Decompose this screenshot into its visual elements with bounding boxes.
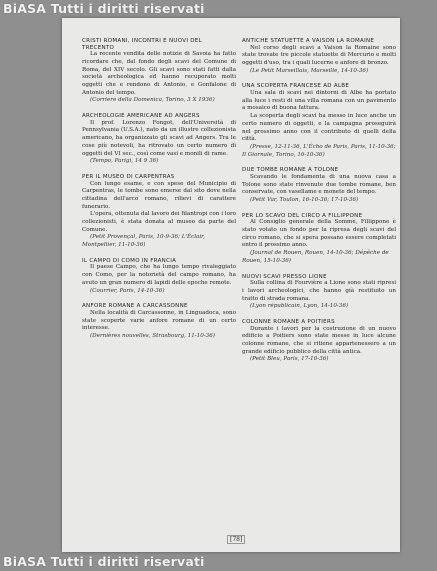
article [82,258,236,295]
article-body: Sulla collina di Fourvière a Lione sono stati ripresi i lavori archeologici, che hanno già restituito un tratto di strada romana. [242,280,396,302]
left-column [82,38,236,349]
article [82,174,236,250]
article-body: La scoperta degli scavi ha messo in luce anche un certo numero di oggetti, e la campagna proseguirà nel prossimo anno con il contributo di quelli della città. [242,113,396,143]
article-body: Il prof. Lorenzo Fongot, dell'Università di Pennsylvania (U.S.A.), nato da un illustre collezionista americano, ha organizzato gli scavi ad Angers. Tra le cose più notevoli, ha ritrovato un certo numero di oggetti del VI sec., così come vasi e monili di rame. [82,119,236,157]
article-source: (Tempo, Parigi, 14 9 36) [90,158,159,165]
article-heading: ANFORE ROMANE A CARCASSONNE [82,303,188,310]
article-body: Durante i lavori per la costruzione di un nuovo edificio a Poitiers sono state messe in luce alcune colonne romane, che si ritiene appartenessero a un grande edificio pubblico della città antica. [242,325,396,355]
article-source: (Petit Bleu, Paris, 17-10-36) [250,356,329,363]
document-page [62,18,400,552]
article-heading: ARCHEOLOGIE AMERICANE AD ANGERS [82,113,200,120]
article-source: (Petit Var, Toulon, 16-10-36; 17-10-36) [250,197,359,204]
article-heading: CRISTI ROMANI, INCONTRI E NUOVI DEL TRECENTO [82,38,202,51]
article-body: Una sala di scavi nei dintorni di Albe ha portato alla luce i resti di una villa romana con un pavimento a mosaico di buona fattura. [242,90,396,112]
watermark-top: BiASA Tutti i diritti riservati [3,1,205,16]
article [82,38,236,105]
article-body: Al Consiglio generale della Somme, Fillippone è stato votato un fondo per la ripresa degli scavi del circo romano, che si spera possano essere completati entro il prossimo anno. [242,219,396,249]
article-body: Scavando le fondamenta di una nuova casa a Tolone sono state rinvenute due tombe romane, ben conservate, con vasellame e monete del tempo. [242,173,396,196]
article-heading: NUOVI SCAVI PRESSO LIONE [242,273,327,280]
article [82,113,236,166]
article [82,303,236,340]
article-body: Nel corso degli scavi a Vaison la Romaine sono state trovate tre piccole statuette di Mercurio e molti oggetti d'uso, tra i quali lucerne e anfore di bronzo. [242,44,396,66]
article-heading: IL CAMPO DI COMO IN FRANCIA [82,257,177,264]
article-body: Con lungo esame, e con spese del Municipio di Carpentras, le tombe sono emerse dal sito dove nella cittadina dell'arco romano, rilievi di carattere funerario. [82,180,236,210]
article-body: L'opera, ottenuta dal lavoro dei filantropi con i loro collezionisti, è stata donata al museo da parte del Comune. [82,211,236,233]
article-body: Nella località di Carcassonne, in Linguadoca, sono state scoperte varie anfore romane di un certo interesse. [82,309,236,332]
article-source: (Courrier, Paris, 14-10-36) [90,287,165,294]
article-source: (Le Petit Marseillais, Marseille, 14-10-36) [250,67,369,74]
article-body: Il paese Campo, che ha lungo tempo rivaleggiato con Como, per la notorietà del campo romano, ha avuto un gran numero di lapidi delle epoche remote. [82,264,236,286]
article [242,83,396,159]
article-heading: ANTICHE STATUETTE A VAISON LA ROMAINE [242,38,375,44]
article-source: (Corriere della Domenica, Torino, 3 X 1936) [90,97,215,104]
article [242,319,396,364]
article [242,38,396,75]
article [242,274,396,311]
article-heading: DUE TOMBE ROMANE A TOLONE [242,167,339,174]
right-column [242,38,396,372]
article-source: (Journal de Rouen, Rouen, 14-10-36; Dépêche de Rouen, 15-10-36) [242,250,389,264]
article-source: (Petit Provençal, Paris, 10-9-36; L'Éclair, Montpellier, 11-10-36) [82,234,205,249]
article-heading: COLONNE ROMANE A POITIERS [242,318,335,325]
page-number: [78] [227,535,245,544]
article-body: La recente vendita delle notizie di Savoia ha fatto ricordare che, dal fondo degli scavi del Comune di Roma, del XIV secolo. Gli scavi sono stati fatti dalla società archeologica ed hanno recuperato molti oggetti che e rendono di Antonio, e Gonfalone di Antonio del tempo. [82,51,236,96]
article-source: (Presse, 12-11-36, L'Écho de Paris, Paris, 11-10-36; Il Giornale, Torino, 16-10-36) [242,143,396,158]
watermark-bottom: BiASA Tutti i diritti riservati [3,554,205,569]
article [242,167,396,204]
article-heading: PER LO SCAVO DEL CIRCO A FILLIPPONE [242,212,363,219]
article-source: (Dernières nouvelles, Strasbourg, 11-10-36) [90,332,215,339]
article-source: (Lyon républicain, Lyon, 14-10-36) [250,303,349,310]
article-heading: UNA SCOPERTA FRANCESE AD ALBE [242,83,350,90]
article [242,213,396,266]
article-heading: PER IL MUSEO DI CARPENTRAS [82,173,175,180]
